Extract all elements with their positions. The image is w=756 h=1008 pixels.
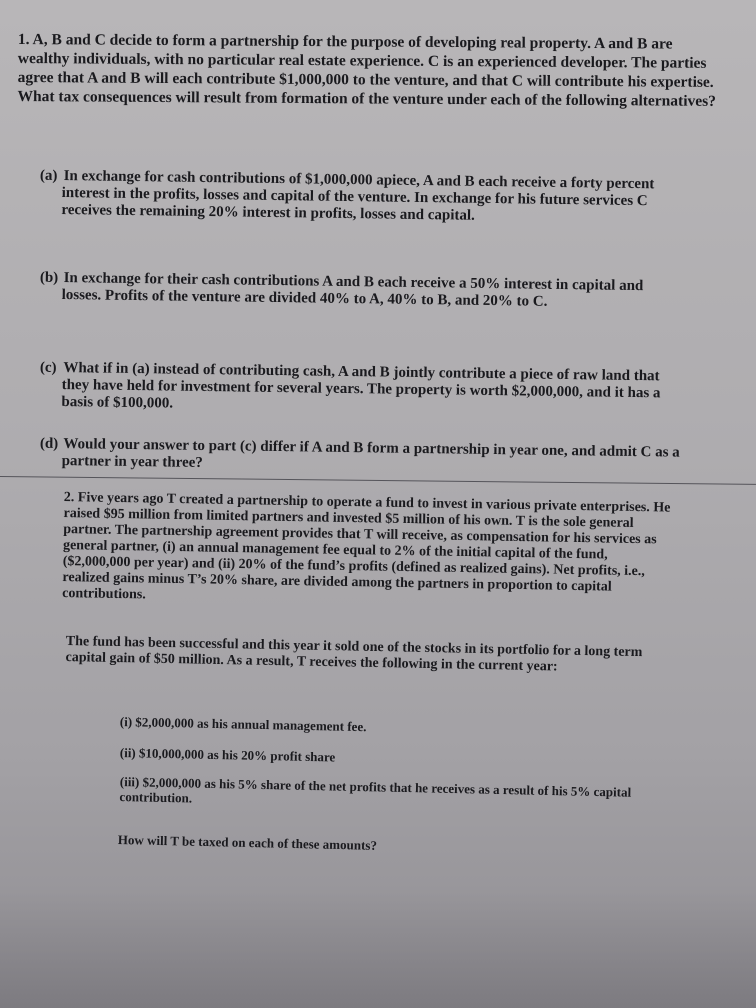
question-1-intro: 1. A, B and C decide to form a partnership for the purpose of developing real property. A and B are wealthy individuals, with no particular real estate experience. C is an experienced developer. The parties agree that A and B will each contribute $1,000,000 to the venture, and that C will contribute his expertise. What tax consequences will result from formation of the venture under each of the following alternatives? [17,30,717,110]
question-2-closing: How will T be taxed on each of these amounts? [117,832,378,853]
question-2-paragraph-1: 2. Five years ago T created a partnership to operate a fund to invest in various private enterprises. He raised $95 million from limited partners and invested $5 million of his own. T is the sole general partner. The partnership agreement provides that T will receive, as compensation for his services as general partner, (i) an annual management fee equal to 2% of the initial capital of the fund, ($2,000,000 per year) and (ii) 20% of the fund’s profits (defined as realized gains). Net profits, i.e., realized gains minus T’s 20% share, are divided among the partners in proportion to capital contributions. [62,490,671,603]
part-b-label: (b) [39,269,59,286]
part-a-text: In exchange for cash contributions of $1,000,000 apiece, A and B each receive a forty percent interest in the profits, losses and capital of the venture. In exchange for his future services C receives the remaining 20% interest in profits, losses and capital. [61,168,655,224]
question-1-part-d [39,435,682,479]
question-2-item-ii: (ii) $10,000,000 as his 20% profit share [119,745,336,765]
question-2-item-i: (i) $2,000,000 as his annual management fee. [119,714,367,735]
question-2-paragraph-2: The fund has been successful and this year it sold one of the stocks in its portfolio for a long term capital gain of $50 million. As a result, T receives the following in the current year: [65,634,643,675]
part-c-text: What if in (a) instead of contributing cash, A and B jointly contribute a piece of raw land that they have held for investment for several years. The property is worth $2,000,000, and it has a basis of $100,000. [61,360,661,412]
part-a-label: (a) [39,167,58,184]
question-2-item-iii: (iii) $2,000,000 as his 5% share of the net profits that he receives as a result of his 5% capital contribution. [119,774,632,806]
part-d-text: Would your answer to part (c) differ if A and B form a partnership in year one, and admit C as a partner in year three? [61,436,680,471]
part-c-label: (c) [39,359,57,376]
part-d-label: (d) [39,435,59,452]
photo-shadow [0,888,756,1008]
part-b-text: In exchange for their cash contributions A and B each receive a 50% interest in capital and losses. Profits of the venture are divided 40% to A, 40% to B, and 20% to C. [61,270,644,310]
question-1-part-c [39,359,682,420]
question-1-part-a [39,167,682,228]
question-1-part-b [39,269,682,313]
